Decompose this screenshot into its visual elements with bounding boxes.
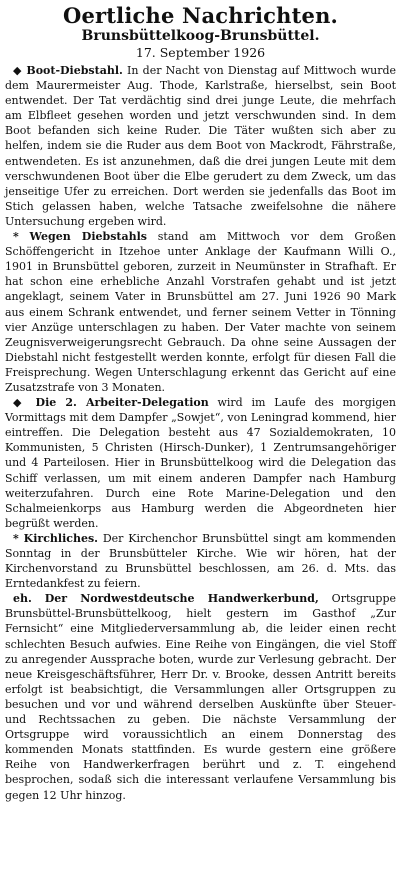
article-heading: Die 2. Arbeiter-Delegation: [35, 396, 209, 410]
article-marker: ◆: [13, 396, 27, 410]
article-marker: ◆: [13, 64, 23, 77]
article-marker: *: [13, 531, 19, 545]
issue-date: 17. September 1926: [135, 45, 266, 60]
article-body: Der Kirchenchor Brunsbüttel singt am kommenden Sonntag in der Brunsbütteler Kirche. Wie wir hören, hat der Kirchenvorstand zu Brunsbüttel beschlossen, am 26. d. Mts. das Erntedankfest zu feiern.: [5, 531, 396, 591]
section-title: Oertliche Nachrichten.: [62, 3, 339, 28]
article-heading: Der Nordwestdeutsche Handwerkerbund,: [44, 592, 319, 606]
article-diebstahl-verhandlung: [5, 229, 396, 395]
article-body: In der Nacht von Dienstag auf Mittwoch wurde dem Maurermeister Aug. Thode, Karlstraße, hierselbst, sein Boot entwendet. Der Tat verdächtig sind drei junge Leute, die mehrfach am Elbfleet gesehen worden und jetzt verschwunden sind. In dem Boot befanden sich keine Ruder. Die Täter wußten sich aber zu helfen, indem sie die Ruder aus dem Boot von Mackrodt, Fährstraße, entwendeten. Es ist anzunehmen, daß die drei jungen Leute mit dem verschwundenen Boot über die Elbe gerudert zu dem Zweck, um das jenseitige Ufer zu erreichen. Dort werden sie jedenfalls das Boot im Stich gelassen haben, welche Tatsache zweifelsohne die nähere Untersuchung ergeben wird.: [5, 64, 396, 228]
article-boot-diebstahl: [5, 63, 396, 229]
section-subtitle: Brunsbüttelkoog-Brunsbüttel.: [81, 28, 320, 44]
article-handwerkerbund: [5, 591, 396, 802]
article-heading: Wegen Diebstahls: [29, 230, 147, 244]
article-arbeiter-delegation: [5, 395, 396, 531]
article-body: Ortsgruppe Brunsbüttel-Brunsbüttelkoog, hielt gestern im Gasthof „Zur Fernsicht“ eine Mitgliederversammlung ab, die leider einen recht schlechten Besuch aufwies. Eine Reihe von Eingängen, die viel Stoff zu anregender Aussprache boten, wurde zur Verlesung gebracht. Der neue Kreisgeschäftsführer, Herr Dr. v. Brooke, dessen Antritt bereits erfolgt ist beabsichtigt, die Versammlungen aller Ortsgruppen zu besuchen und vor und während derselben Auskünfte über Steuer- und Rechtssachen zu geben. Die nächste Versammlung der Ortsgruppe wird voraussichtlich an einem Donnerstag des kommenden Monats stattfinden. Es wurde gestern eine größere Reihe von Handwerkerfragen berührt und z. T. eingehend besprochen, sodaß sich die interessant verlaufene Versammlung bis gegen 12 Uhr hinzog.: [5, 592, 396, 802]
article-marker: eh.: [13, 592, 32, 606]
article-body: stand am Mittwoch vor dem Großen Schöffengericht in Itzehoe unter Anklage der Kaufmann Willi O., 1901 in Brunsbüttel geboren, zurzeit in Neumünster in Strafhaft. Er hat schon eine erhebliche Anzahl Vorstrafen gehabt und ist jetzt angeklagt, seinem Vater in Brunsbüttel am 27. Juni 1926 90 Mark aus einem Schrank entwendet, und ferner seinem Vetter in Tönning vier Anzüge unterschlagen zu haben. Der Vater machte von seinem Zeugnisverweigerungsrecht Gebrauch. Da ohne seine Aussagen der Diebstahl nicht festgestellt werden konnte, erfolgt für diesen Fall die Freisprechung. Wegen Unterschlagung erkennt das Gericht auf eine Zusatzstrafe von 3 Monaten.: [5, 230, 396, 394]
article-body: wird im Laufe des morgigen Vormittags mit dem Dampfer „Sowjet“, von Leningrad kommend, hier eintreffen. Die Delegation besteht aus 47 Sozialdemokraten, 10 Kommunisten, 5 Christen (Hirsch-Dunker), 1 Zentrumsangehöriger und 4 Parteilosen. Hier in Brunsbüttelkoog wird die Delegation das Schiff verlassen, um mit einem anderen Dampfer nach Hamburg weiterzufahren. Durch eine Rote Marine-Delegation und den Schalmeienkorps aus Hamburg werden die Abgeordneten hier begrüßt werden.: [5, 396, 396, 530]
article-heading: Kirchliches.: [23, 531, 98, 545]
article-marker: *: [13, 230, 19, 244]
article-heading: Boot-Diebstahl.: [26, 64, 123, 77]
article-kirchliches: [5, 531, 396, 591]
